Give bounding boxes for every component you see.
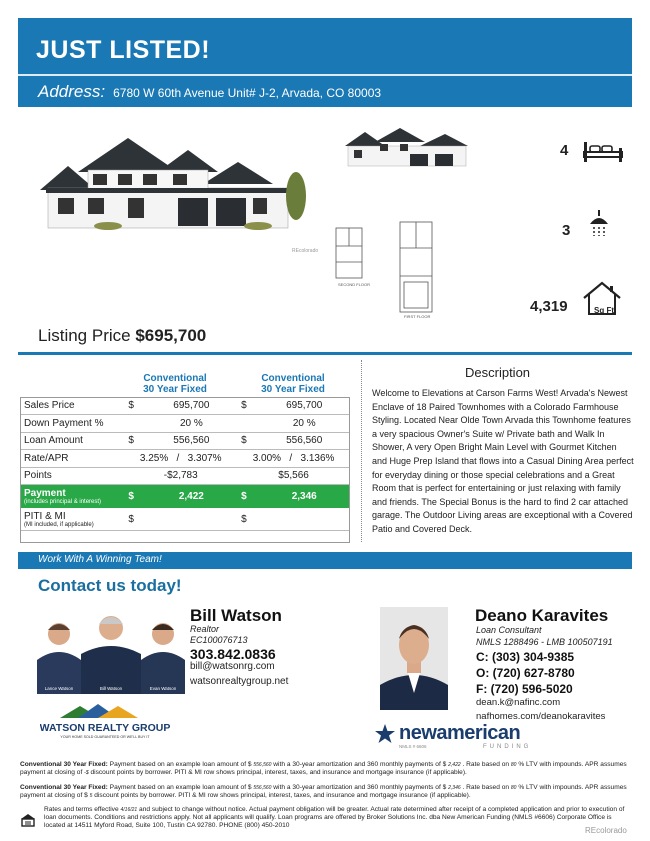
agent1-name: Bill Watson	[190, 606, 282, 625]
watson-realty-logo	[40, 704, 170, 744]
agent1-title: Realtor	[190, 624, 220, 634]
table-row: Loan Amount $ 556,560 $ 556,560	[20, 432, 350, 450]
agent2-name: Deano Karavites	[475, 606, 609, 625]
watson-realty-tagline: YOUR HOME SOLD GUARANTEED OR WE'LL BUY IT	[60, 735, 150, 739]
address-text: 6780 W 60th Avenue Unit# J-2, Arvada, CO 80003	[113, 86, 382, 100]
description-heading: Description	[465, 365, 531, 380]
equal-housing-icon	[20, 813, 36, 827]
agent2-email[interactable]: dean.k@nafinc.com	[476, 697, 561, 708]
address-row	[38, 82, 381, 102]
agent1-phone[interactable]: 303.842.0836	[190, 646, 276, 662]
agent1-email[interactable]: bill@watsonrg.com	[190, 661, 275, 672]
agent1-website[interactable]: watsonrealtygroup.net	[190, 676, 289, 687]
listing-price	[38, 326, 206, 346]
bed-icon	[582, 138, 624, 164]
floorplan-label-second: SECOND FLOOR	[338, 282, 371, 287]
watson-realty-name: WATSON REALTY GROUP	[40, 722, 170, 734]
nam-wordmark: newamerican	[399, 722, 521, 744]
loan-col2-header: Conventional 30 Year Fixed	[261, 373, 325, 395]
floorplan-label-first: FIRST FLOOR	[404, 314, 431, 318]
payment-row: Payment (includes principal & interest) $ 2,422 $ 2,346	[20, 485, 350, 509]
agent1-license: EC100076713	[190, 635, 248, 645]
table-row: Points -$2,783 $5,566	[20, 467, 350, 485]
loan-table-frame	[20, 397, 350, 543]
agent2-title: Loan Consultant	[476, 625, 542, 635]
header-divider	[18, 74, 632, 76]
disclaimer-1: Conventional 30 Year Fixed: Payment based on an example loan amount of $ 556,560 with a 30-year amortization and 360 monthly payments of $ 2,422 . Rate based on 80 % LTV with impounds. APR assumes payment at closing of -$ discount points by borrower. PITI & MI row shows principal, interest, taxes, and insurance and mortgage insurance (if applicable).	[20, 761, 627, 776]
loan-col1-header: Conventional 30 Year Fixed	[143, 373, 207, 395]
house-thumbnail-image	[340, 126, 470, 168]
bathrooms-count: 3	[562, 222, 571, 239]
piti-row: PITI & MI (MI included, if applicable) $ $	[20, 509, 350, 531]
agent2-fax: F: (720) 596-5020	[476, 682, 573, 696]
agent2-cell-phone[interactable]: C: (303) 304-9385	[476, 650, 575, 664]
agent2-website[interactable]: nafhomes.com/deanokaravites	[476, 711, 606, 722]
shower-icon	[588, 208, 610, 240]
contact-heading: Contact us today!	[38, 576, 182, 595]
team-banner-text: Work With A Winning Team!	[38, 554, 162, 565]
photo-name-evan: Evan Watson	[149, 686, 177, 691]
table-row: Rate/APR 3.25% / 3.307% 3.00% / 3.136%	[20, 450, 350, 468]
deano-photo	[380, 607, 448, 710]
new-american-funding-logo	[375, 722, 555, 757]
column-divider	[361, 360, 362, 542]
disclaimer-2: Conventional 30 Year Fixed: Payment based on an example loan amount of $ 556,560 with a 30-year amortization and 360 monthly payments of $ 2,346 . Rate based on 80 % LTV with impounds. APR assumes payment at closing of $ 5 discount points by borrower. PITI & MI row shows principal, interest, taxes, and insurance and mortgage insurance (if applicable).	[20, 784, 627, 799]
photo-name-lance: Lance Watson	[44, 686, 74, 691]
nam-funding: FUNDING	[483, 744, 532, 750]
page-title: JUST LISTED!	[36, 36, 211, 64]
watson-team-photo	[37, 606, 185, 694]
recolorado-watermark: REcolorado	[585, 826, 627, 835]
agent2-nmls: NMLS 1288496 - LMB 100507191	[476, 637, 613, 647]
sqft-label: Sq Ft	[594, 306, 614, 315]
listing-price-value: $695,700	[135, 326, 207, 345]
disclaimer-3: Rates and terms effective 4/16/21 and subject to change without notice. Actual payment obligation will be greater. Actual rate determined after receipt of a completed application and prior to execution of loan documents. Conditions and restrictions apply. Not all applicants will qualify. Loan programs are offered by Broker Solutions Inc. dba New American Funding (NMLS #6606) Corporate Office is located at 14511 Myford Road, Suite 100, Tustin CA 92780. PHONE (800) 450-2010	[44, 806, 625, 829]
sqft-count: 4,319	[530, 298, 568, 315]
listing-price-label: Listing Price	[38, 326, 131, 345]
house-rendering-image	[38, 132, 308, 232]
bedrooms-count: 4	[560, 142, 569, 159]
table-row: Sales Price $ 695,700 $ 695,700	[20, 397, 350, 415]
address-label: Address:	[38, 82, 106, 101]
photo-name-bill: Bill Watson	[99, 686, 123, 691]
photo-credit: REcolorado	[292, 248, 319, 254]
agent2-office-phone[interactable]: O: (720) 627-8780	[476, 666, 575, 680]
table-row: Down Payment % 20 % 20 %	[20, 415, 350, 433]
description-text: Welcome to Elevations at Carson Farms West! Arvada's Newest Enclave of 18 Paired Townhomes with a Colorado Farmhouse Styling. Located Near Olde Town Arvada this Townhome features a very spacious Owner's Suite w/ Private bath and Walk In Shower, A very Open Bright Main Level with Gourmet Kitchen and Huge Prep Island that flows into a Casual Dining Area perfect for everyday dining or those special celebrations and a Great Room that is perfect for entertaining or just relaxing with family and friends. The Special Bonus is the hard to find 2 car attached garage. The Outdoor Living areas are exceptional with a Covered Patio and Covered Deck.	[372, 388, 634, 534]
nam-nmls: NMLS # 6606	[399, 744, 427, 749]
floor-plan-image	[330, 218, 450, 318]
section-divider	[18, 352, 632, 355]
